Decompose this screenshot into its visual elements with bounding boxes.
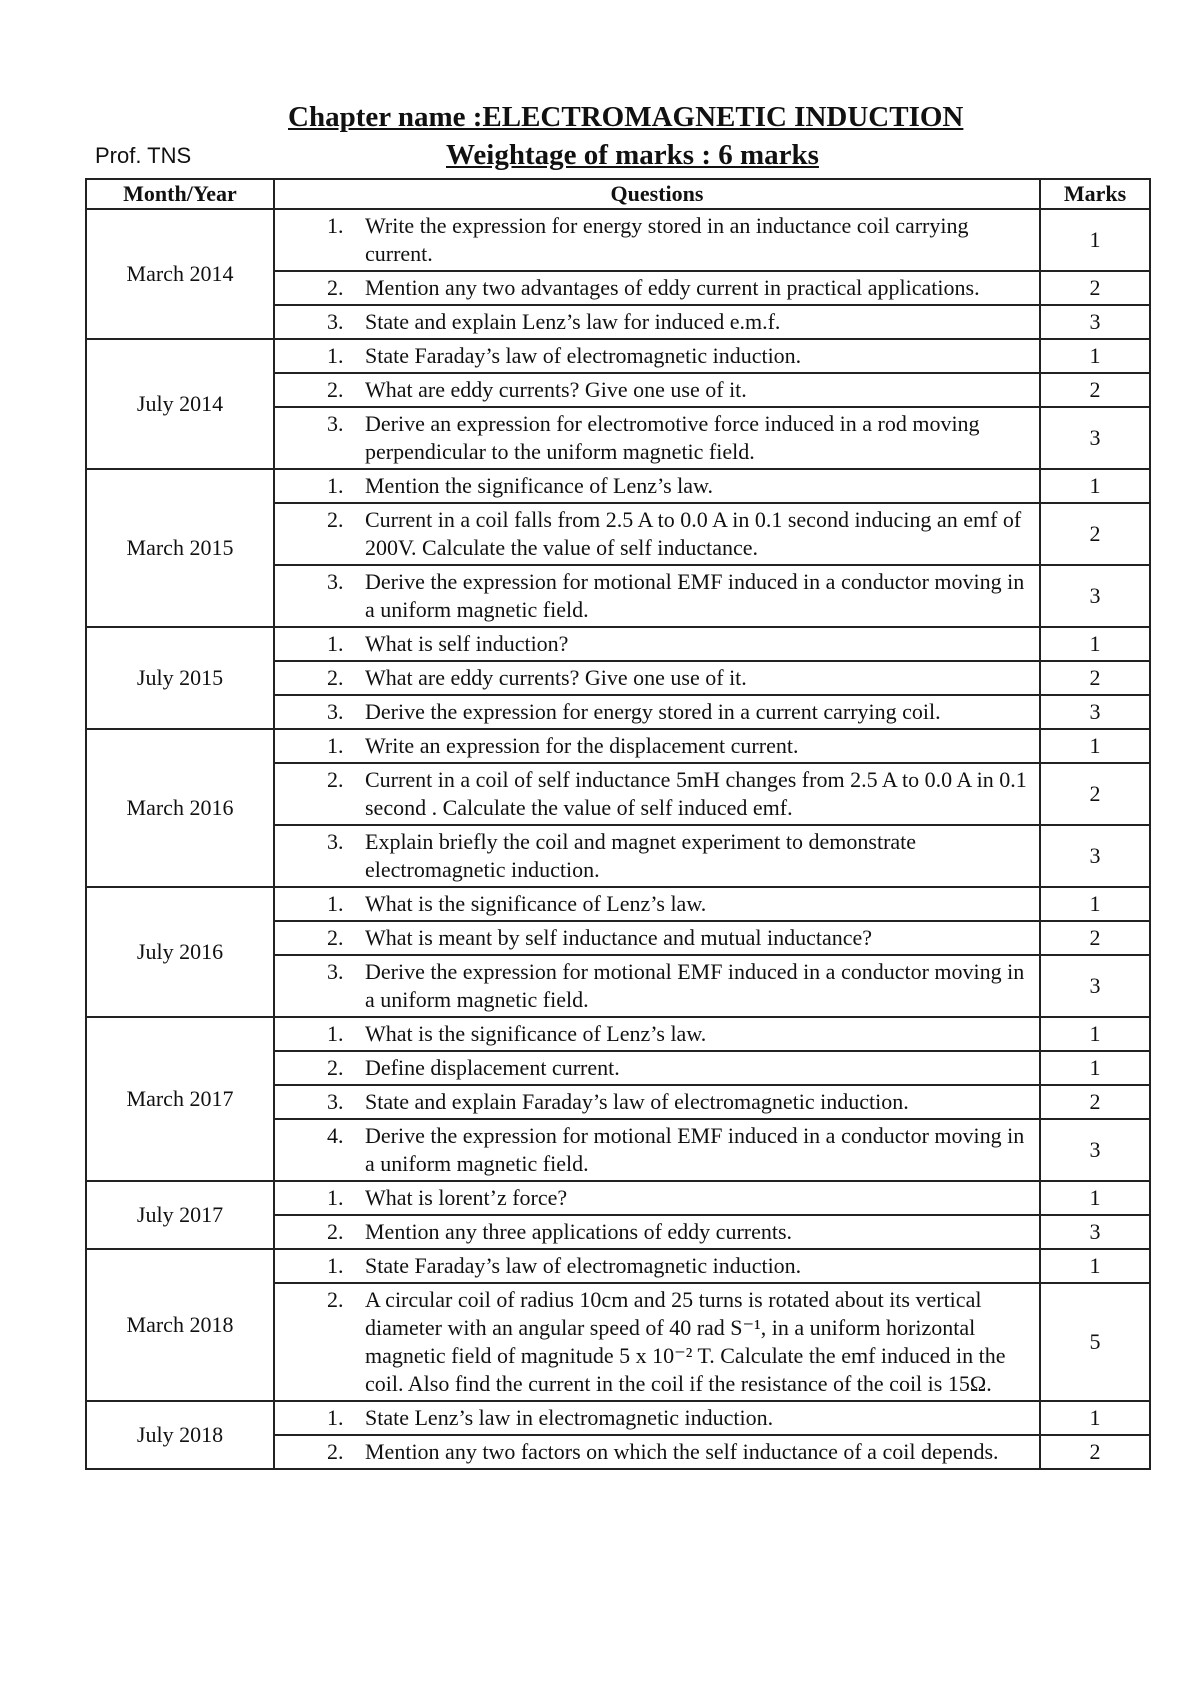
question-number: 1. <box>327 473 344 498</box>
table-row <box>86 1249 1150 1283</box>
question-number: 2. <box>327 1219 344 1244</box>
marks-cell: 2 <box>1040 503 1150 565</box>
question-number: 2. <box>327 665 344 690</box>
marks-cell: 1 <box>1040 627 1150 661</box>
chapter-title: Chapter name :ELECTROMAGNETIC INDUCTION <box>288 101 964 133</box>
marks-cell: 3 <box>1040 1119 1150 1181</box>
question-number: 3. <box>327 959 344 984</box>
question-number: 1. <box>327 631 344 656</box>
question-number: 1. <box>327 891 344 916</box>
question-text: State Lenz’s law in electromagnetic induction. <box>365 1405 774 1430</box>
column-header-questions: Questions <box>274 179 1040 209</box>
question-number: 2. <box>327 925 344 950</box>
column-header-marks: Marks <box>1040 179 1150 209</box>
question-text: Explain briefly the coil and magnet experiment to demonstrate electromagnetic induction. <box>365 829 917 882</box>
table-row <box>86 1017 1150 1051</box>
question-table-container <box>85 178 1149 1470</box>
question-number: 2. <box>327 1439 344 1464</box>
question-text: What is lorent’z force? <box>365 1185 568 1210</box>
question-cell <box>274 565 1040 627</box>
question-text: What are eddy currents? Give one use of it. <box>365 377 747 402</box>
question-cell <box>274 1051 1040 1085</box>
table-header-row <box>86 179 1150 209</box>
question-text: State Faraday’s law of electromagnetic induction. <box>365 1253 802 1278</box>
question-text: Derive the expression for motional EMF induced in a conductor moving in a uniform magnetic field. <box>365 1123 1025 1176</box>
marks-cell: 3 <box>1040 565 1150 627</box>
question-cell <box>274 921 1040 955</box>
question-cell <box>274 339 1040 373</box>
question-number: 3. <box>327 699 344 724</box>
question-number: 3. <box>327 411 344 436</box>
marks-cell: 3 <box>1040 695 1150 729</box>
question-table <box>85 178 1151 1470</box>
question-number: 1. <box>327 213 344 238</box>
question-cell <box>274 305 1040 339</box>
question-cell <box>274 1283 1040 1401</box>
marks-cell: 1 <box>1040 1401 1150 1435</box>
question-text: Mention any two factors on which the self inductance of a coil depends. <box>365 1439 999 1464</box>
table-row <box>86 627 1150 661</box>
question-cell <box>274 1249 1040 1283</box>
question-cell <box>274 1085 1040 1119</box>
question-cell <box>274 503 1040 565</box>
table-row <box>86 469 1150 503</box>
question-number: 2. <box>327 275 344 300</box>
marks-cell: 1 <box>1040 209 1150 271</box>
question-number: 2. <box>327 507 344 532</box>
question-cell <box>274 729 1040 763</box>
month-year-cell: July 2016 <box>86 887 274 1017</box>
question-number: 2. <box>327 377 344 402</box>
question-text: Mention any two advantages of eddy current in practical applications. <box>365 275 980 300</box>
question-number: 4. <box>327 1123 344 1148</box>
question-number: 3. <box>327 829 344 854</box>
question-text: Mention the significance of Lenz’s law. <box>365 473 714 498</box>
question-cell <box>274 1017 1040 1051</box>
question-text: What is self induction? <box>365 631 569 656</box>
question-text: Derive the expression for motional EMF induced in a conductor moving in a uniform magnetic field. <box>365 959 1025 1012</box>
question-number: 1. <box>327 1253 344 1278</box>
weightage-heading: Weightage of marks : 6 marks <box>446 139 819 171</box>
question-cell <box>274 209 1040 271</box>
month-year-cell: July 2015 <box>86 627 274 729</box>
question-text: Write the expression for energy stored in an inductance coil carrying current. <box>365 213 969 266</box>
question-cell <box>274 695 1040 729</box>
column-header-month: Month/Year <box>86 179 274 209</box>
question-number: 1. <box>327 1405 344 1430</box>
marks-cell: 2 <box>1040 271 1150 305</box>
question-number: 1. <box>327 343 344 368</box>
marks-cell: 1 <box>1040 1051 1150 1085</box>
month-year-cell: March 2015 <box>86 469 274 627</box>
month-year-cell: March 2016 <box>86 729 274 887</box>
month-year-cell: March 2017 <box>86 1017 274 1181</box>
question-cell <box>274 469 1040 503</box>
question-cell <box>274 825 1040 887</box>
marks-cell: 1 <box>1040 1181 1150 1215</box>
question-number: 1. <box>327 1185 344 1210</box>
question-number: 1. <box>327 1021 344 1046</box>
question-number: 3. <box>327 1089 344 1114</box>
marks-cell: 2 <box>1040 1085 1150 1119</box>
month-year-cell: July 2014 <box>86 339 274 469</box>
question-cell <box>274 407 1040 469</box>
question-text: Mention any three applications of eddy currents. <box>365 1219 793 1244</box>
question-cell <box>274 661 1040 695</box>
marks-cell: 3 <box>1040 825 1150 887</box>
marks-cell: 1 <box>1040 1017 1150 1051</box>
month-year-cell: July 2018 <box>86 1401 274 1469</box>
marks-cell: 2 <box>1040 1435 1150 1469</box>
marks-cell: 3 <box>1040 955 1150 1017</box>
question-text: What is meant by self inductance and mutual inductance? <box>365 925 873 950</box>
question-number: 3. <box>327 309 344 334</box>
question-cell <box>274 1435 1040 1469</box>
question-cell <box>274 955 1040 1017</box>
question-text: Derive the expression for energy stored in a current carrying coil. <box>365 699 941 724</box>
question-text: Current in a coil falls from 2.5 A to 0.0 A in 0.1 second inducing an emf of 200V. Calculate the value of self inductance. <box>365 507 1022 560</box>
question-text: State Faraday’s law of electromagnetic induction. <box>365 343 802 368</box>
question-number: 3. <box>327 569 344 594</box>
month-year-cell: March 2018 <box>86 1249 274 1401</box>
question-cell <box>274 1119 1040 1181</box>
table-row <box>86 1181 1150 1215</box>
question-text: What are eddy currents? Give one use of it. <box>365 665 747 690</box>
marks-cell: 1 <box>1040 887 1150 921</box>
question-text: A circular coil of radius 10cm and 25 turns is rotated about its vertical diameter with an angular speed of 40 rad S⁻¹, in a uniform horizontal magnetic field of magnitude 5 x 10⁻² T. Calculate the emf induced in the coil. Also find the current in the coil if the resistance of the coil is 15Ω. <box>365 1287 1006 1396</box>
marks-cell: 1 <box>1040 469 1150 503</box>
month-year-cell: July 2017 <box>86 1181 274 1249</box>
marks-cell: 1 <box>1040 729 1150 763</box>
question-text: Derive the expression for motional EMF induced in a conductor moving in a uniform magnetic field. <box>365 569 1025 622</box>
marks-cell: 2 <box>1040 921 1150 955</box>
question-number: 2. <box>327 767 344 792</box>
table-row <box>86 1401 1150 1435</box>
question-cell <box>274 887 1040 921</box>
table-row <box>86 209 1150 271</box>
question-text: Define displacement current. <box>365 1055 620 1080</box>
marks-cell: 2 <box>1040 373 1150 407</box>
marks-cell: 1 <box>1040 1249 1150 1283</box>
question-cell <box>274 373 1040 407</box>
question-text: What is the significance of Lenz’s law. <box>365 1021 707 1046</box>
marks-cell: 2 <box>1040 661 1150 695</box>
table-row <box>86 339 1150 373</box>
question-cell <box>274 627 1040 661</box>
question-number: 2. <box>327 1287 344 1312</box>
author-name: Prof. TNS <box>95 143 192 168</box>
question-cell <box>274 1401 1040 1435</box>
question-text: Derive an expression for electromotive force induced in a rod moving perpendicular to the uniform magnetic field. <box>365 411 980 464</box>
question-number: 1. <box>327 733 344 758</box>
table-row <box>86 729 1150 763</box>
marks-cell: 5 <box>1040 1283 1150 1401</box>
question-cell <box>274 763 1040 825</box>
marks-cell: 2 <box>1040 763 1150 825</box>
marks-cell: 3 <box>1040 407 1150 469</box>
marks-cell: 1 <box>1040 339 1150 373</box>
question-cell <box>274 271 1040 305</box>
question-text: State and explain Lenz’s law for induced e.m.f. <box>365 309 781 334</box>
month-year-cell: March 2014 <box>86 209 274 339</box>
marks-cell: 3 <box>1040 305 1150 339</box>
marks-cell: 3 <box>1040 1215 1150 1249</box>
question-text: Current in a coil of self inductance 5mH changes from 2.5 A to 0.0 A in 0.1 second . Calculate the value of self induced emf. <box>365 767 1027 820</box>
question-text: What is the significance of Lenz’s law. <box>365 891 707 916</box>
table-body <box>86 209 1150 1469</box>
question-text: State and explain Faraday’s law of electromagnetic induction. <box>365 1089 909 1114</box>
table-row <box>86 887 1150 921</box>
question-cell <box>274 1181 1040 1215</box>
question-cell <box>274 1215 1040 1249</box>
question-number: 2. <box>327 1055 344 1080</box>
question-text: Write an expression for the displacement current. <box>365 733 799 758</box>
